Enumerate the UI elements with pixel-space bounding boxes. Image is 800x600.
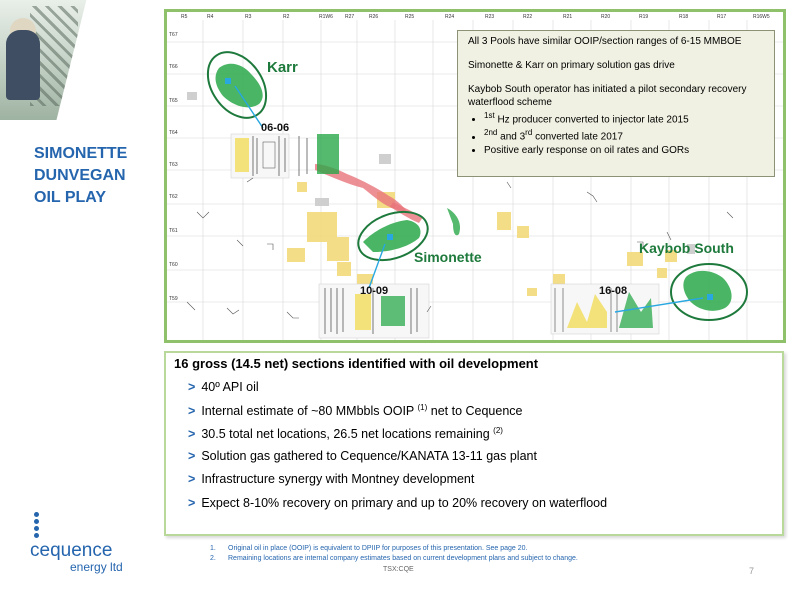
township-label: T67 [169, 32, 178, 38]
slide-title [34, 143, 154, 209]
range-labels [181, 14, 770, 20]
range-label: R18 [679, 14, 689, 20]
well-inset-karr [231, 134, 339, 178]
range-label: R24 [445, 14, 455, 20]
panel-bullet: > 30.5 total net locations, 26.5 net locations remaining $^{(2)}$ [188, 426, 503, 442]
company-logo [30, 512, 130, 572]
worker-graphic [6, 30, 40, 100]
waterflood-bullet: • $^{1st}$ Hz producer converted to injector late 2015 [484, 109, 764, 126]
karr-label: Karr [267, 59, 298, 76]
range-label: R20 [601, 14, 611, 20]
range-label: R2 [283, 14, 290, 20]
well-label-16-08: 16-08 [599, 285, 628, 297]
waterflood-bullet: • $^{2nd}$ and 3rd converted late 2017 [484, 126, 764, 143]
panel-heading: 16 gross (14.5 net) sections identified with oil development [174, 356, 539, 371]
panel-bullet: > 40º API oil [188, 380, 259, 394]
range-label: R23 [485, 14, 495, 20]
township-label: T61 [169, 228, 178, 234]
logo-subtitle: energy ltd [70, 560, 123, 574]
range-label: R22 [523, 14, 533, 20]
summary-line-waterflood: Kaybob South operator has initiated a pilot secondary recovery waterflood scheme [468, 84, 747, 108]
range-label: R3 [245, 14, 252, 20]
panel-bullet: > Expect 8-10% recovery on primary and up to 20% recovery on waterflood [188, 496, 608, 510]
range-label: R27 [345, 14, 355, 20]
township-label: T66 [169, 64, 178, 70]
summary-line-drive: Simonette & Karr on primary solution gas drive [468, 60, 675, 71]
simonette-label: Simonette [414, 249, 482, 265]
ticker-label: TSX:CQE [383, 566, 414, 573]
township-labels [169, 32, 178, 302]
range-label: R1W6 [319, 14, 333, 20]
range-label: R16W5 [753, 14, 770, 20]
waterflood-bullets [468, 109, 764, 157]
township-label: T65 [169, 98, 178, 104]
title-line-2: DUNVEGAN [34, 167, 126, 184]
township-label: T62 [169, 194, 178, 200]
waterflood-bullet: • Positive early response on oil rates and GORs [484, 144, 764, 157]
oilfield-worker-photo [0, 0, 110, 120]
range-label: R21 [563, 14, 573, 20]
summary-line-ooip: All 3 Pools have similar OOIP/section ranges of 6-15 MMBOE [468, 36, 742, 47]
development-summary-panel [164, 351, 784, 536]
title-line-3: OIL PLAY [34, 189, 107, 206]
range-label: R17 [717, 14, 727, 20]
range-label: R5 [181, 14, 188, 20]
panel-bullet: > Infrastructure synergy with Montney development [188, 472, 475, 486]
pool-summary-box [457, 30, 775, 177]
page-number: 7 [749, 566, 755, 576]
township-label: T64 [169, 130, 178, 136]
range-label: R4 [207, 14, 214, 20]
well-label-10-09: 10-09 [360, 285, 389, 297]
range-label: R19 [639, 14, 649, 20]
logo-name: cequence [30, 540, 113, 561]
township-label: T60 [169, 262, 178, 268]
karr-pool [196, 41, 278, 129]
panel-bullet: > Solution gas gathered to Cequence/KANATA 13-11 gas plant [188, 449, 537, 463]
panel-bullet: > Internal estimate of ~80 MMbbls OOIP $^{(1)}$ net to Cequence [188, 403, 523, 419]
range-label: R25 [405, 14, 415, 20]
well-label-06-06: 06-06 [261, 122, 290, 134]
township-label: T59 [169, 296, 178, 302]
kaybob-south-label: Kaybob South [639, 240, 734, 256]
title-line-1: SIMONETTE [34, 145, 128, 162]
range-label: R26 [369, 14, 379, 20]
township-label: T63 [169, 162, 178, 168]
